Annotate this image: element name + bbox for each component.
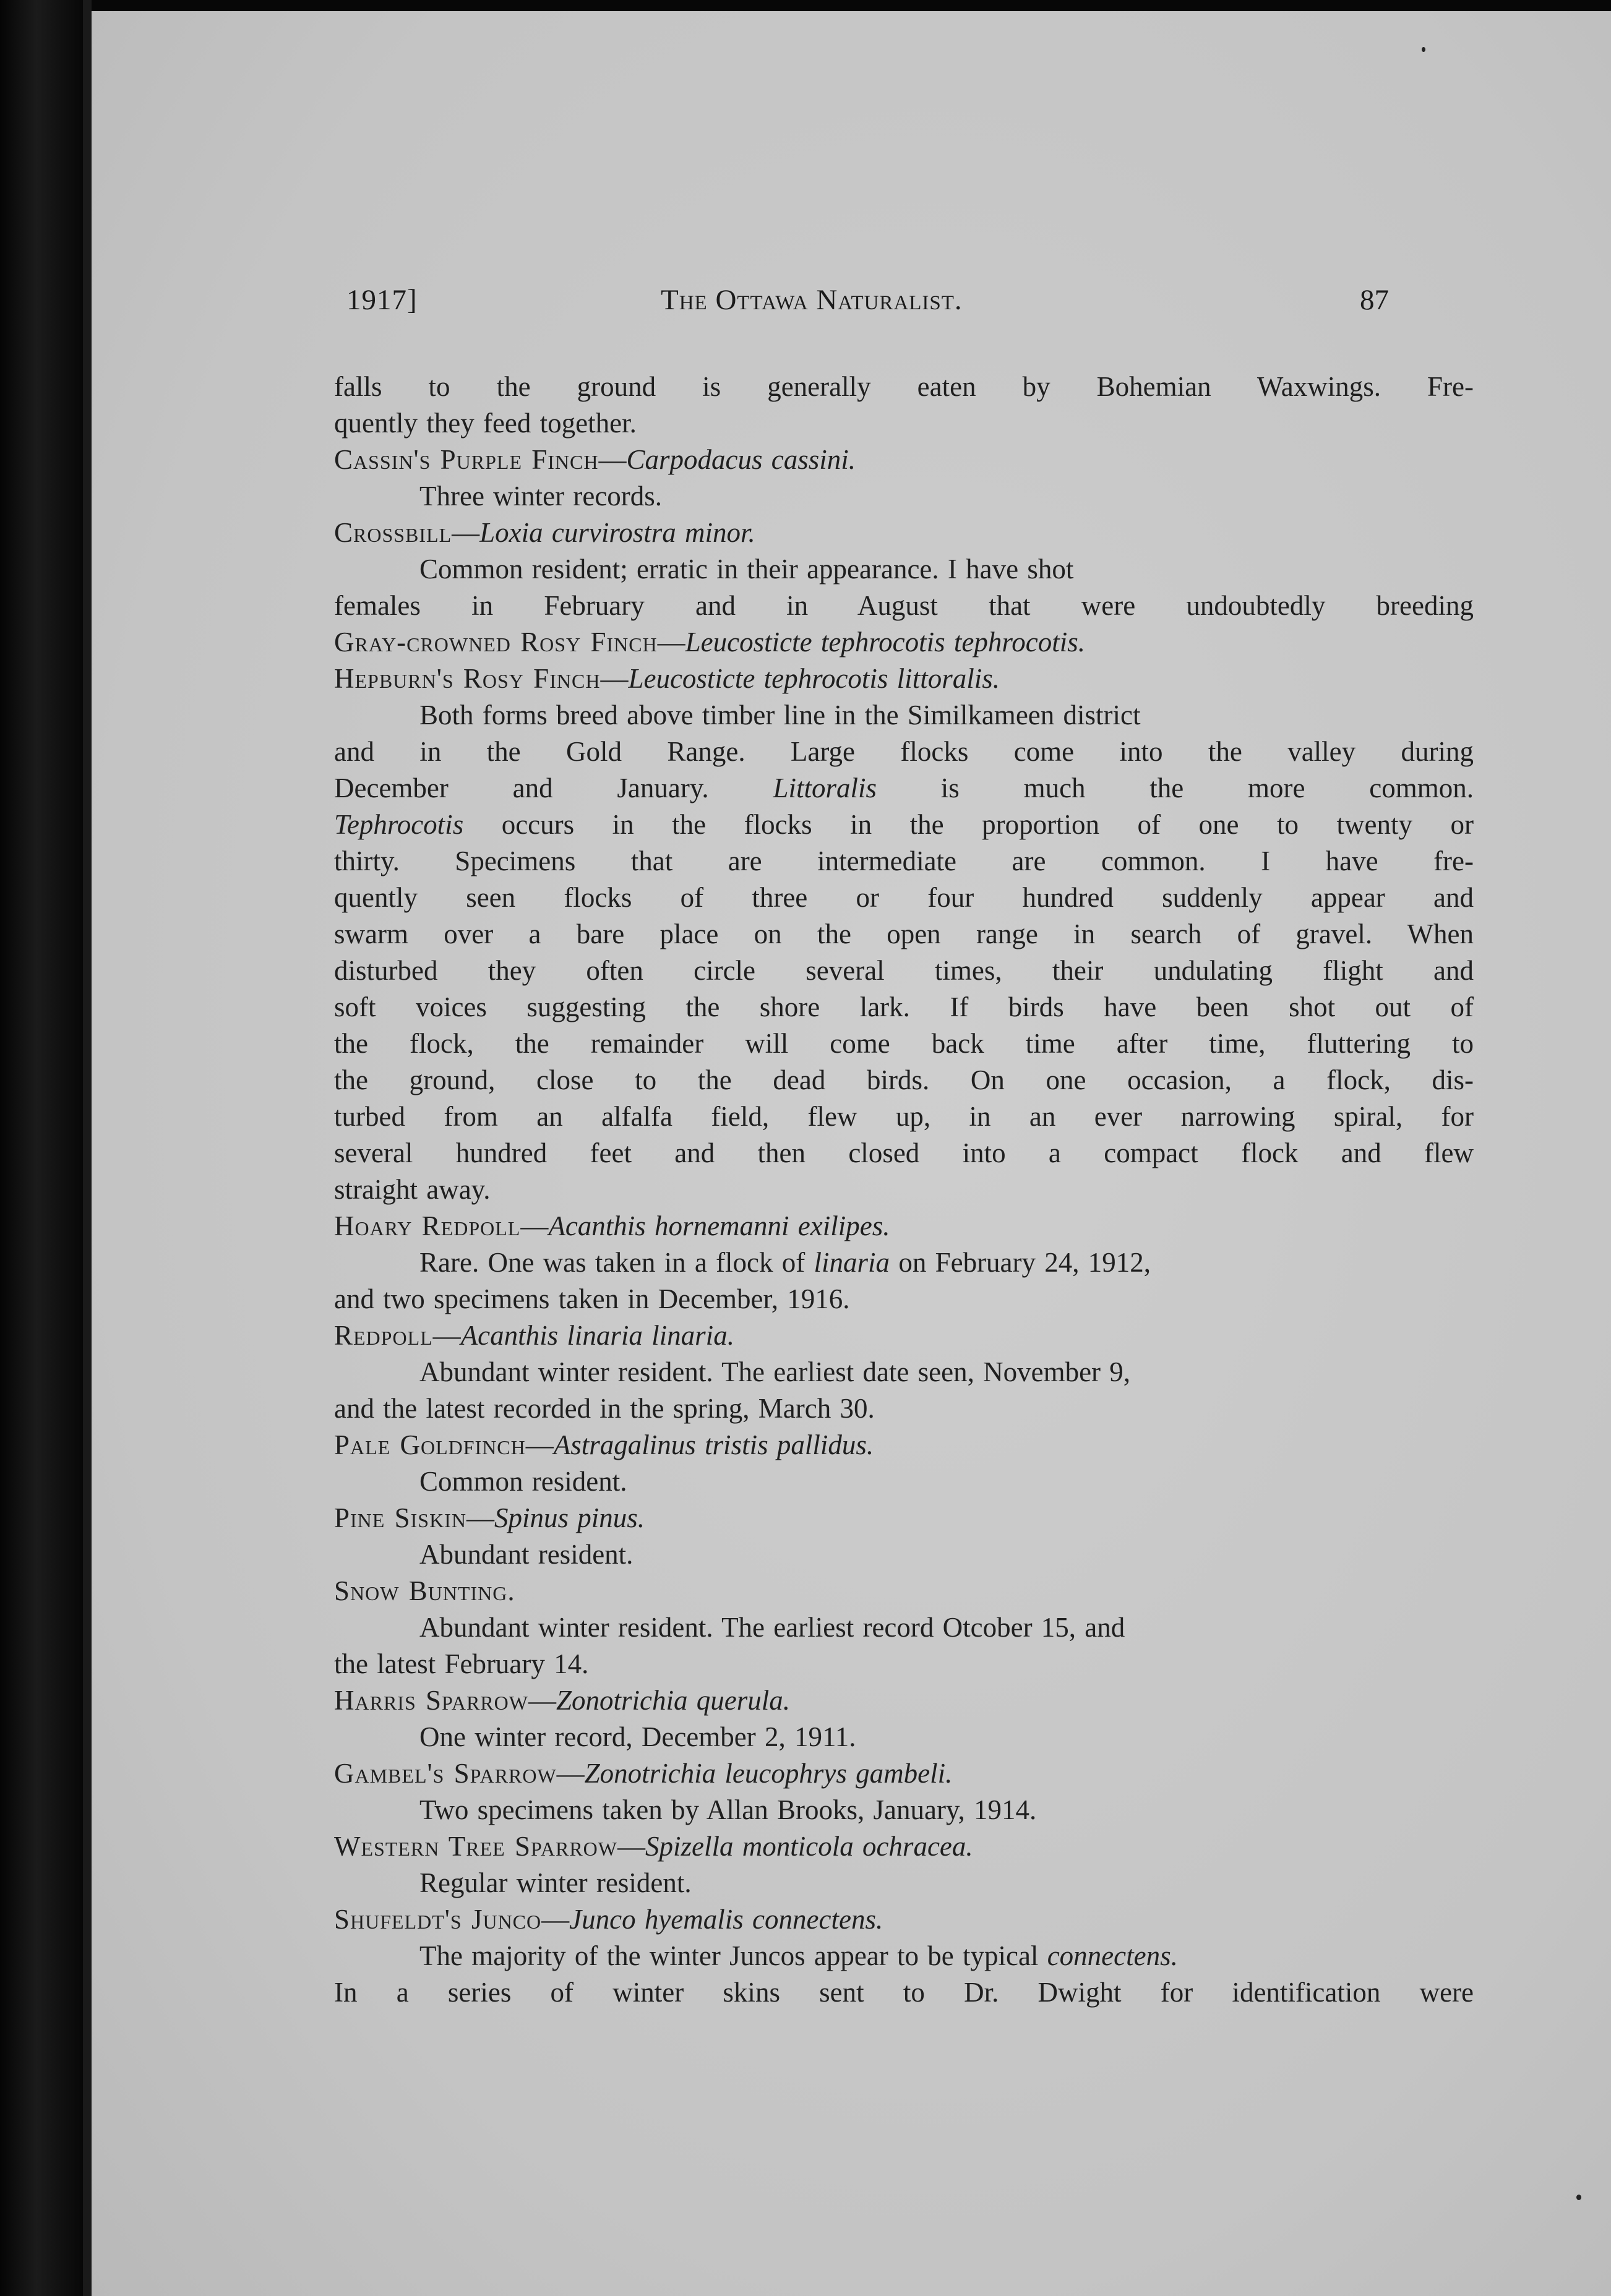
species-heading: [334, 1500, 1474, 1536]
journal-title: The Ottawa Naturalist.: [661, 284, 963, 316]
em-dash: —: [600, 663, 629, 694]
text-line: [334, 1938, 1474, 1974]
common-name: Gray-crowned Rosy Finch: [334, 627, 658, 658]
italic-term: linaria: [814, 1247, 890, 1278]
common-name: Harris Sparrow: [334, 1685, 528, 1716]
line-text: and the latest recorded in the spring, March 30.: [334, 1393, 875, 1424]
species-heading: [334, 1573, 1474, 1609]
species-heading: [334, 515, 1474, 551]
line-text: is much the more common.: [877, 773, 1474, 803]
em-dash: —: [556, 1758, 585, 1789]
species-heading: [334, 1208, 1474, 1244]
common-name: Redpoll: [334, 1320, 433, 1351]
scientific-name: Carpodacus cassini.: [626, 444, 856, 475]
line-text: turbed from an alfalfa field, flew up, in an ever narrowing spiral, for: [334, 1101, 1474, 1132]
common-name: Shufeldt's Junco: [334, 1904, 542, 1935]
scientific-name: Leucosticte tephrocotis littoralis.: [628, 663, 1000, 694]
dust-speck: [1576, 2195, 1581, 2200]
species-heading: [334, 1427, 1474, 1463]
text-line: [334, 1974, 1474, 2011]
common-name: Pale Goldfinch: [334, 1429, 526, 1460]
text-line: [334, 1463, 1474, 1500]
line-text: disturbed they often circle several times, their undulating flight and: [334, 955, 1474, 986]
page-edge-line: [83, 0, 92, 2296]
line-text: the ground, close to the dead birds. On one occasion, a flock, dis-: [334, 1064, 1474, 1095]
line-text: and in the Gold Range. Large flocks come into the valley during: [334, 736, 1474, 767]
scientific-name: Acanthis linaria linaria.: [460, 1320, 734, 1351]
dust-speck: [1422, 47, 1425, 52]
scientific-name: Zonotrichia querula.: [556, 1685, 791, 1716]
line-text: Common resident.: [419, 1466, 627, 1497]
line-text: and two specimens taken in December, 1916.: [334, 1283, 850, 1314]
text-line: [334, 989, 1474, 1026]
italic-term: Tephrocotis: [334, 809, 464, 840]
text-line: [334, 1646, 1474, 1682]
line-text: Both forms breed above timber line in the Similkameen district: [419, 700, 1141, 730]
em-dash: —: [452, 517, 480, 548]
text-line: [334, 1390, 1474, 1427]
text-line: [334, 1865, 1474, 1901]
scientific-name: Acanthis hornemanni exilipes.: [548, 1210, 890, 1241]
common-name: Western Tree Sparrow: [334, 1831, 617, 1862]
species-heading: [334, 1828, 1474, 1865]
header-year: 1917]: [346, 284, 418, 316]
line-text: females in February and in August that were undoubtedly breeding: [334, 590, 1474, 621]
scientific-name: Loxia curvirostra minor.: [479, 517, 755, 548]
italic-term: Littoralis: [773, 773, 877, 803]
page-number: 87: [1360, 284, 1389, 316]
em-dash: —: [657, 627, 685, 658]
text-line: [334, 1536, 1474, 1573]
text-line: [334, 1026, 1474, 1062]
line-text: occurs in the flocks in the proportion of one to twenty or: [463, 809, 1474, 840]
text-line: [334, 770, 1474, 807]
line-text: Two specimens taken by Allan Brooks, January, 1914.: [419, 1794, 1037, 1825]
line-text: The majority of the winter Juncos appear to be typical: [419, 1940, 1047, 1971]
text-line: [334, 1354, 1474, 1390]
em-dash: —: [598, 444, 627, 475]
text-line: [334, 880, 1474, 916]
scientific-name: Astragalinus tristis pallidus.: [553, 1429, 874, 1460]
scientific-name: Leucosticte tephrocotis tephrocotis.: [685, 627, 1085, 658]
em-dash: —: [541, 1904, 570, 1935]
common-name: Hoary Redpoll: [334, 1210, 521, 1241]
text-line: [334, 916, 1474, 953]
line-text: soft voices suggesting the shore lark. If birds have been shot out of: [334, 992, 1474, 1022]
common-name: Cassin's Purple Finch: [334, 444, 599, 475]
text-line: [334, 1172, 1474, 1208]
line-text: quently seen flocks of three or four hundred suddenly appear and: [334, 882, 1474, 913]
text-line: [334, 843, 1474, 880]
text-line: [334, 1281, 1474, 1317]
line-text: straight away.: [334, 1174, 491, 1205]
running-header: [92, 283, 1611, 333]
species-heading: [334, 1901, 1474, 1938]
line-text: falls to the ground is generally eaten by Bohemian Waxwings. Fre-: [334, 371, 1474, 402]
text-line: [334, 369, 1474, 405]
em-dash: —: [432, 1320, 461, 1351]
line-text: In a series of winter skins sent to Dr. Dwight for identification were: [334, 1977, 1474, 2008]
species-heading: [334, 1317, 1474, 1354]
line-text: swarm over a bare place on the open range in search of gravel. When: [334, 919, 1474, 949]
line-text: Regular winter resident.: [419, 1867, 692, 1898]
common-name: Crossbill: [334, 517, 452, 548]
scan-border-left: [0, 0, 82, 2296]
scientific-name: Spizella monticola ochracea.: [645, 1831, 973, 1862]
em-dash: —: [520, 1210, 549, 1241]
text-line: [334, 478, 1474, 515]
line-text: several hundred feet and then closed into a compact flock and flew: [334, 1137, 1474, 1168]
text-line: [334, 1135, 1474, 1172]
common-name: Snow Bunting.: [334, 1575, 515, 1606]
text-line: [334, 1719, 1474, 1755]
line-text: December and January.: [334, 773, 773, 803]
em-dash: —: [466, 1502, 494, 1533]
species-heading: [334, 1682, 1474, 1719]
text-line: [334, 588, 1474, 624]
line-text: One winter record, December 2, 1911.: [419, 1721, 856, 1752]
line-text: the flock, the remainder will come back time after time, fluttering to: [334, 1028, 1474, 1059]
text-line: [334, 697, 1474, 734]
species-heading: [334, 661, 1474, 697]
line-text: quently they feed together.: [334, 408, 637, 439]
line-text: the latest February 14.: [334, 1648, 589, 1679]
line-text: Common resident; erratic in their appearance. I have shot: [419, 554, 1074, 585]
text-line: [334, 953, 1474, 989]
text-line: [334, 807, 1474, 843]
species-heading: [334, 1755, 1474, 1792]
common-name: Pine Siskin: [334, 1502, 466, 1533]
body-text: [334, 369, 1474, 2011]
em-dash: —: [617, 1831, 645, 1862]
line-text: thirty. Specimens that are intermediate are common. I have fre-: [334, 846, 1474, 876]
text-line: [334, 551, 1474, 588]
text-line: [334, 405, 1474, 442]
scientific-name: Junco hyemalis connectens.: [569, 1904, 883, 1935]
em-dash: —: [525, 1429, 554, 1460]
italic-term: connectens.: [1047, 1940, 1178, 1971]
line-text: on February 24, 1912,: [890, 1247, 1151, 1278]
text-line: [334, 1244, 1474, 1281]
scientific-name: Zonotrichia leucophrys gambeli.: [584, 1758, 953, 1789]
species-heading: [334, 442, 1474, 478]
species-heading: [334, 624, 1474, 661]
text-line: [334, 1792, 1474, 1828]
line-text: Rare. One was taken in a flock of: [419, 1247, 814, 1278]
em-dash: —: [528, 1685, 556, 1716]
line-text: Three winter records.: [419, 481, 663, 512]
line-text: Abundant resident.: [419, 1539, 634, 1570]
text-line: [334, 1062, 1474, 1099]
scientific-name: Spinus pinus.: [494, 1502, 645, 1533]
text-line: [334, 1099, 1474, 1135]
page: [92, 11, 1611, 2296]
common-name: Hepburn's Rosy Finch: [334, 663, 601, 694]
line-text: Abundant winter resident. The earliest record Otcober 15, and: [419, 1612, 1125, 1643]
text-line: [334, 1609, 1474, 1646]
text-line: [334, 734, 1474, 770]
line-text: Abundant winter resident. The earliest date seen, November 9,: [419, 1356, 1131, 1387]
common-name: Gambel's Sparrow: [334, 1758, 557, 1789]
